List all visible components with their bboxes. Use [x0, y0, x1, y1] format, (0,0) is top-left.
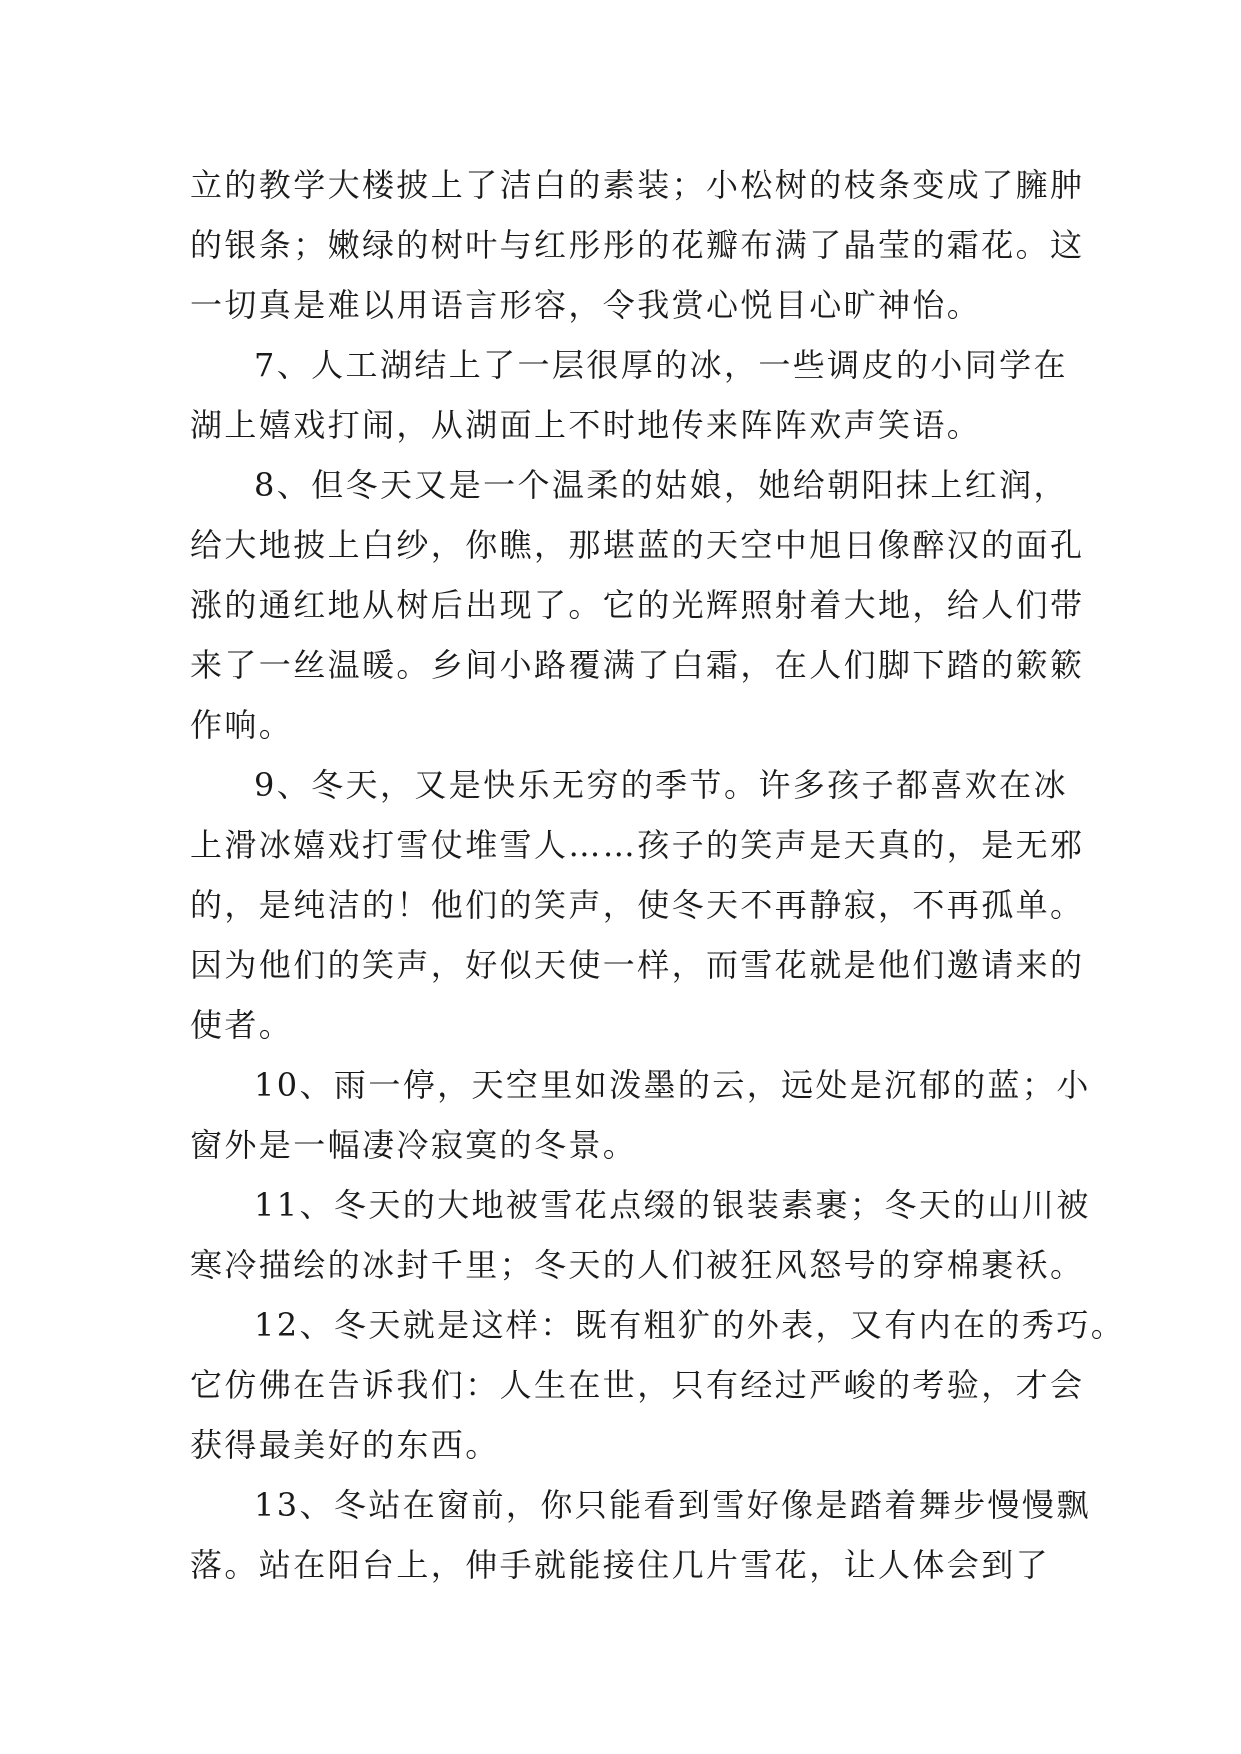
- text-line: 使者。: [190, 1006, 294, 1044]
- text-line: 落。站在阳台上，伸手就能接住几片雪花，让人体会到了: [190, 1546, 1051, 1584]
- paragraph-start-8: 8、但冬天又是一个温柔的姑娘，她给朝阳抹上红润，: [254, 466, 1068, 504]
- text-line: 因为他们的笑声，好似天使一样，而雪花就是他们邀请来的: [190, 946, 1085, 984]
- paragraph-start-10: 10、雨一停，天空里如泼墨的云，远处是沉郁的蓝；小: [254, 1066, 1091, 1104]
- text-line: 给大地披上白纱，你瞧，那堪蓝的天空中旭日像醉汉的面孔: [190, 526, 1085, 564]
- text-line: 涨的通红地从树后出现了。它的光辉照射着大地，给人们带: [190, 586, 1085, 624]
- text-line: 寒冷描绘的冰封千里；冬天的人们被狂风怒号的穿棉裹袄。: [190, 1246, 1085, 1284]
- body-text: [190, 155, 1126, 1595]
- text-line: 获得最美好的东西。: [190, 1426, 500, 1464]
- text-line: 它仿佛在告诉我们：人生在世，只有经过严峻的考验，才会: [190, 1366, 1085, 1404]
- paragraph-start-13: 13、冬站在窗前，你只能看到雪好像是踏着舞步慢慢飘: [254, 1486, 1091, 1524]
- text-line: 一切真是难以用语言形容，令我赏心悦目心旷神怡。: [190, 286, 982, 324]
- text-line: 上滑冰嬉戏打雪仗堆雪人……孩子的笑声是天真的，是无邪: [190, 826, 1085, 864]
- text-line: 的，是纯洁的！他们的笑声，使冬天不再静寂，不再孤单。: [190, 886, 1085, 924]
- paragraph-start-7: 7、人工湖结上了一层很厚的冰，一些调皮的小同学在: [254, 346, 1068, 384]
- paragraph-start-12: 12、冬天就是这样：既有粗犷的外表，又有内在的秀巧。: [254, 1306, 1126, 1344]
- text-line: 立的教学大楼披上了洁白的素装；小松树的枝条变成了臃肿: [190, 166, 1085, 204]
- text-line: 湖上嬉戏打闹，从湖面上不时地传来阵阵欢声笑语。: [190, 406, 982, 444]
- paragraph-start-9: 9、冬天，又是快乐无穷的季节。许多孩子都喜欢在冰: [254, 766, 1068, 804]
- text-line: 来了一丝温暖。乡间小路覆满了白霜，在人们脚下踏的簌簌: [190, 646, 1085, 684]
- text-line: 的银条；嫩绿的树叶与红彤彤的花瓣布满了晶莹的霜花。这: [190, 226, 1085, 264]
- text-line: 作响。: [190, 706, 294, 744]
- paragraph-start-11: 11、冬天的大地被雪花点缀的银装素裹；冬天的山川被: [254, 1186, 1091, 1224]
- text-line: 窗外是一幅凄冷寂寞的冬景。: [190, 1126, 638, 1164]
